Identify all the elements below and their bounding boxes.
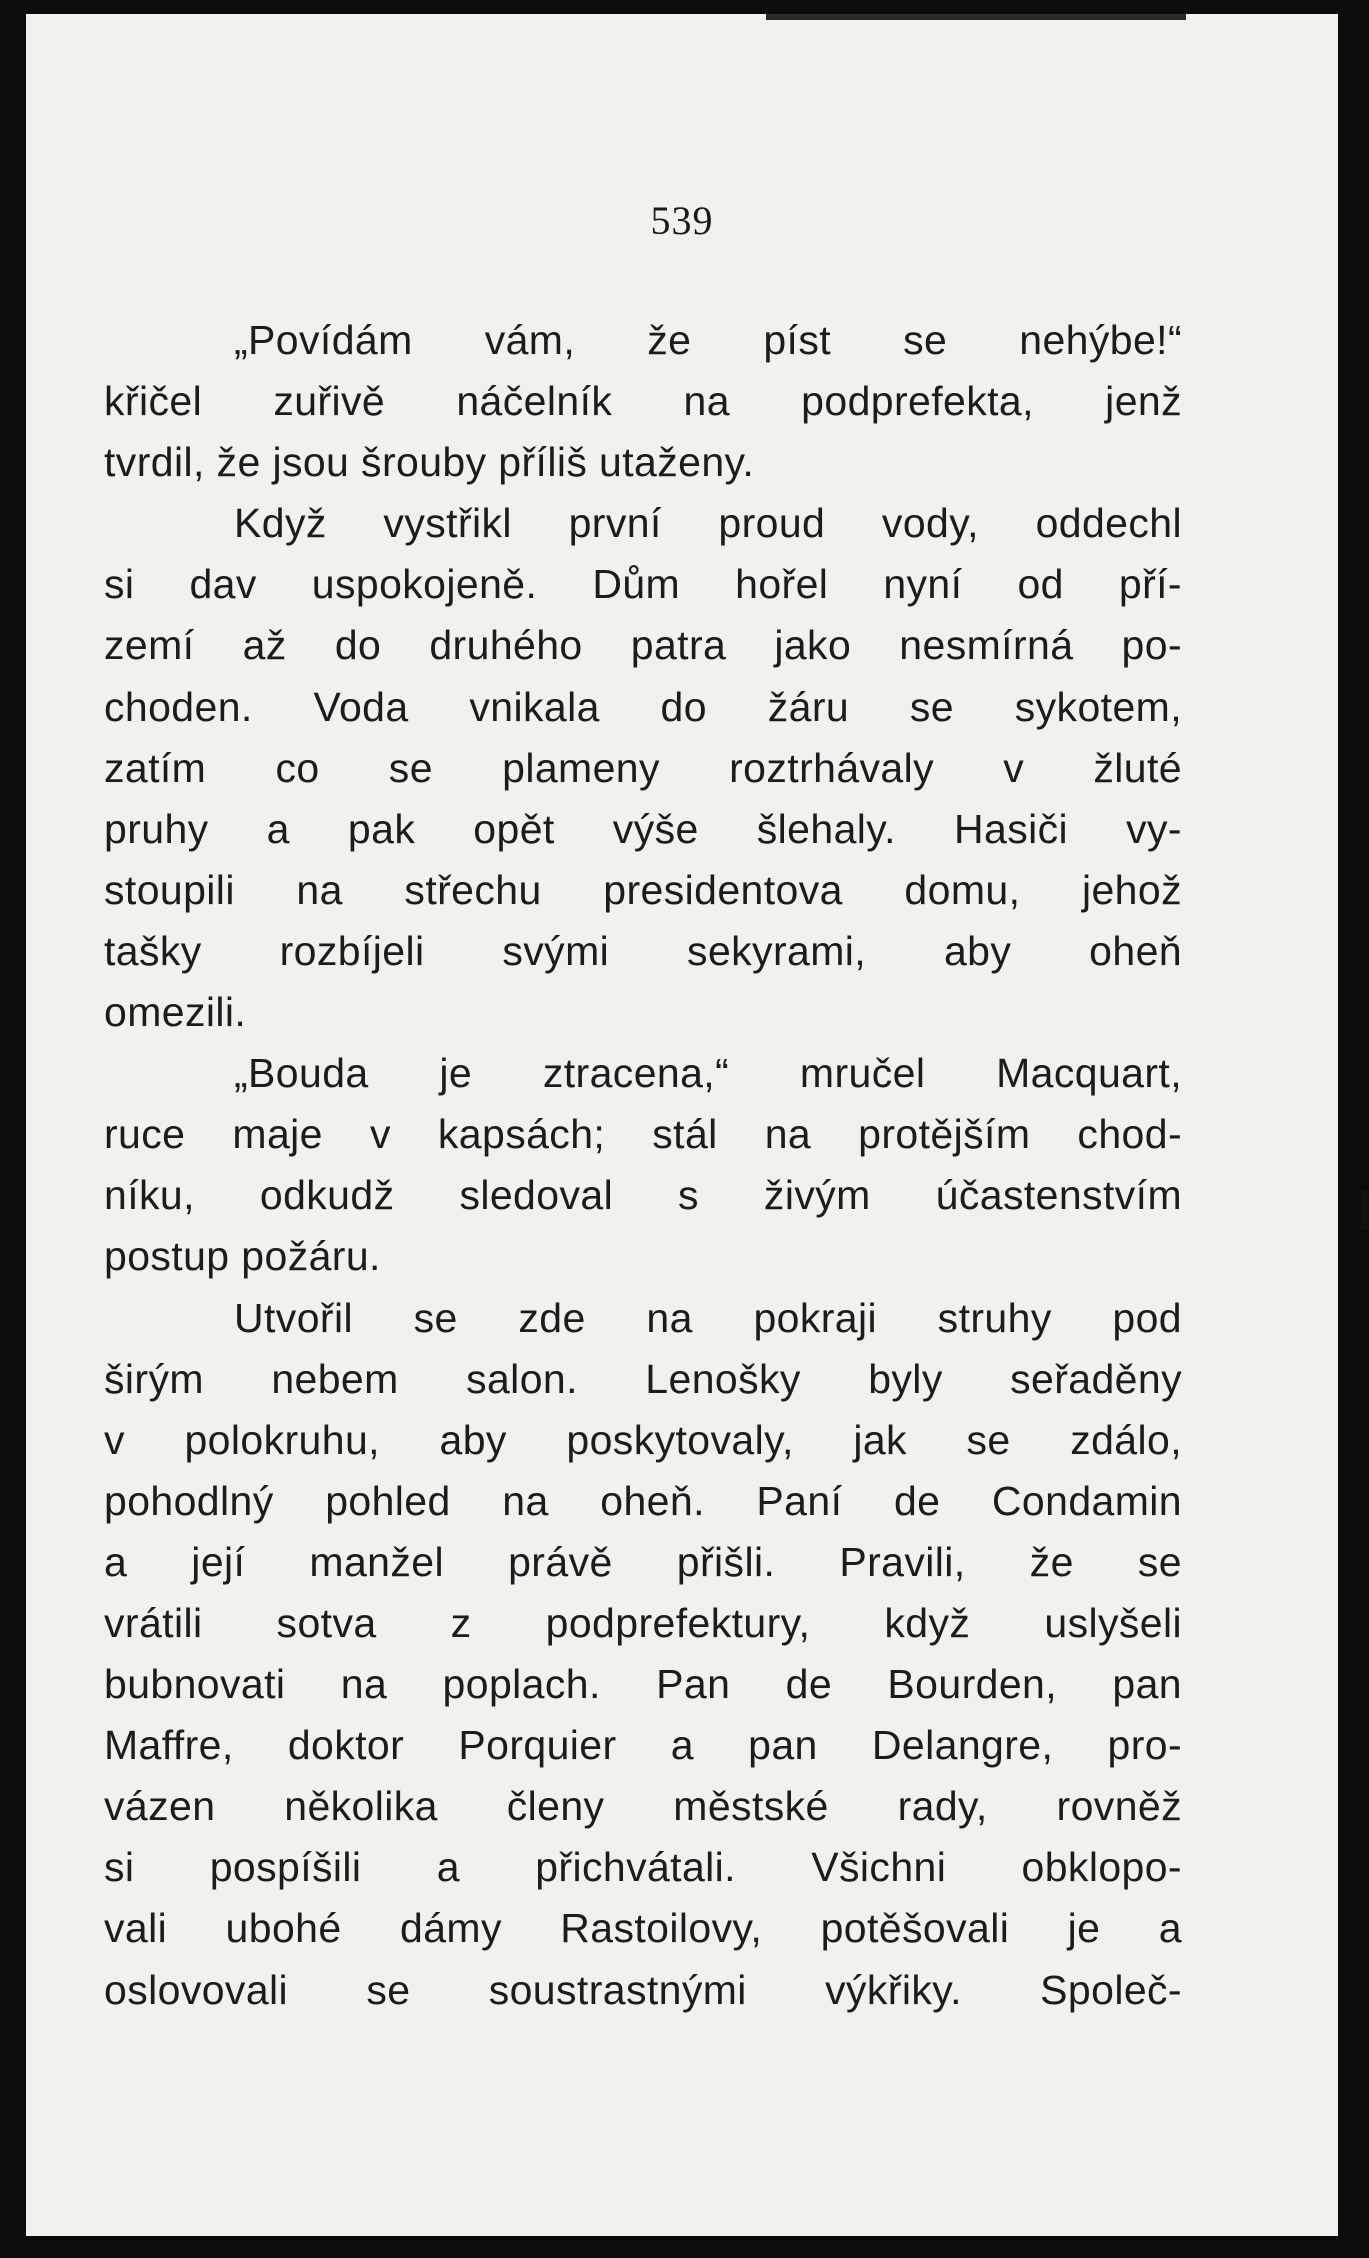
- edge-mark: [1361, 1190, 1369, 1230]
- book-page: [26, 14, 1338, 2236]
- text-line: „Bouda je ztracena,“ mručel Macquart,: [234, 1050, 1182, 1097]
- page-number: 539: [650, 198, 714, 243]
- body-text: [104, 310, 1182, 2021]
- text-line: vali ubohé dámy Rastoilovy, potěšovali je a: [104, 1905, 1182, 1952]
- text-line: ruce maje v kapsách; stál na protějším chod-: [104, 1111, 1182, 1158]
- top-edge-shadow: [766, 14, 1186, 20]
- text-line: křičel zuřivě náčelník na podprefekta, jenž: [104, 378, 1182, 425]
- text-line: Utvořil se zde na pokraji struhy pod: [234, 1294, 1182, 1341]
- text-line: a její manžel právě přišli. Pravili, že se: [104, 1538, 1182, 1585]
- text-line: vázen několika členy městské rady, rovněž: [104, 1783, 1182, 1830]
- text-line: pohodlný pohled na oheň. Paní de Condamin: [104, 1477, 1182, 1524]
- text-line: choden. Voda vnikala do žáru se sykotem,: [104, 683, 1182, 730]
- text-line: si dav uspokojeně. Dům hořel nyní od pří-: [104, 561, 1182, 608]
- text-line: tvrdil, že jsou šrouby příliš utaženy.: [104, 439, 755, 486]
- text-line: stoupili na střechu presidentova domu, jehož: [104, 866, 1182, 913]
- text-line: níku, odkudž sledoval s živým účastenstvím: [104, 1172, 1182, 1219]
- text-line: Maffre, doktor Porquier a pan Delangre, pro-: [104, 1722, 1182, 1769]
- text-line: vrátili sotva z podprefektury, když uslyšeli: [104, 1599, 1182, 1646]
- text-line: tašky rozbíjeli svými sekyrami, aby oheň: [104, 927, 1182, 974]
- text-line: oslovovali se soustrastnými výkřiky. Společ-: [104, 1966, 1182, 2013]
- text-line: bubnovati na poplach. Pan de Bourden, pan: [104, 1661, 1182, 1708]
- text-line: širým nebem salon. Lenošky byly seřaděny: [104, 1355, 1182, 1402]
- text-line: zatím co se plameny roztrhávaly v žluté: [104, 744, 1182, 791]
- text-line: omezili.: [104, 989, 247, 1036]
- text-line: Když vystřikl první proud vody, oddechl: [234, 500, 1182, 547]
- text-line: zemí až do druhého patra jako nesmírná po-: [104, 622, 1182, 669]
- text-line: si pospíšili a přichvátali. Všichni obklopo-: [104, 1844, 1182, 1891]
- text-line: pruhy a pak opět výše šlehaly. Hasiči vy-: [104, 805, 1182, 852]
- text-line: v polokruhu, aby poskytovaly, jak se zdálo,: [104, 1416, 1182, 1463]
- text-line: „Povídám vám, že píst se nehýbe!“: [234, 317, 1182, 363]
- text-line: postup požáru.: [104, 1233, 381, 1280]
